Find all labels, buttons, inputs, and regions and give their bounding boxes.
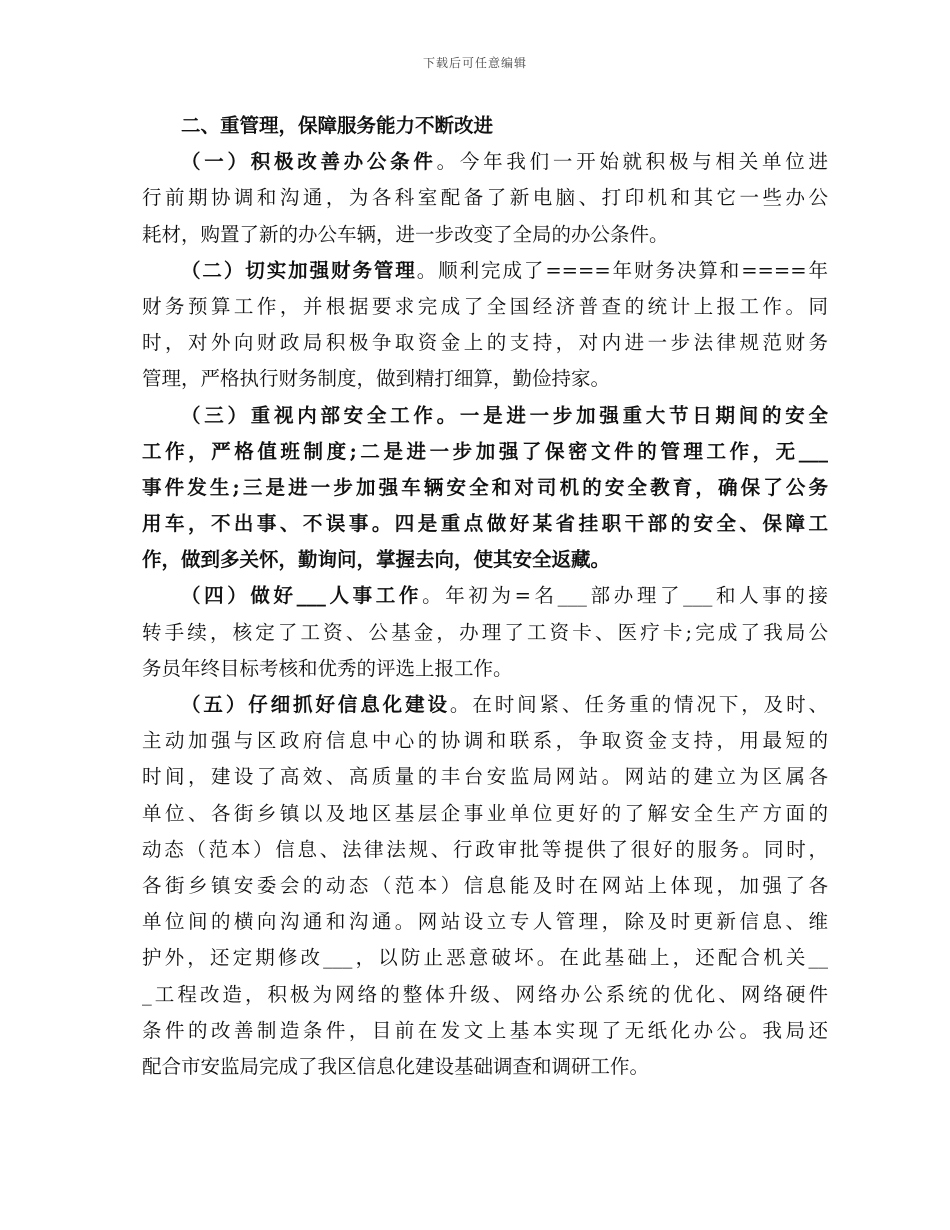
body-text: 管理，严格执行财务制度，做到精打细算，勤俭持家。: [142, 367, 611, 391]
paragraph-line: [142, 361, 828, 397]
paragraph-line: [142, 253, 828, 289]
body-text: 。在时间紧、任务重的情况下，及时、: [449, 693, 828, 716]
paragraph-line: [142, 144, 828, 180]
section-heading: 二、重管理，保障服务能力不断改进: [181, 114, 494, 137]
paragraph-line: [142, 977, 828, 1013]
paragraph-line: [142, 940, 828, 976]
body-text: 护外，还定期修改___，以防止恶意破坏。在此基础上，还配合机关__: [142, 946, 828, 970]
document-body: [142, 108, 828, 1085]
paragraph-line: [142, 289, 828, 325]
paragraph-line: [142, 398, 828, 434]
paragraph-line: [142, 217, 828, 253]
paragraph-line: [142, 470, 828, 506]
paragraph-line: [142, 687, 828, 723]
body-text: 行前期协调和沟通，为各科室配备了新电脑、打印机和其它一些办公: [142, 186, 828, 210]
paragraph-line: [142, 434, 828, 470]
body-text: 单位间的横向沟通和沟通。网站设立专人管理，除及时更新信息、维: [142, 910, 828, 934]
page-header: 下载后可任意编辑: [422, 56, 527, 70]
body-text: 动态（范本）信息、法律法规、行政审批等提供了很好的服务。同时，: [142, 837, 828, 861]
paragraph-line: [142, 832, 828, 868]
bold-text: 用车，不出事、不误事。四是重点做好某省挂职干部的安全、保障工: [142, 512, 828, 536]
paragraph-line: [142, 1049, 828, 1085]
body-text: 耗材，购置了新的办公车辆，进一步改变了全局的办公条件。: [142, 222, 669, 246]
bold-text: （五）仔细抓好信息化建设: [181, 693, 450, 716]
paragraph-line: [142, 506, 828, 542]
bold-text: 工作，严格值班制度;二是进一步加强了保密文件的管理工作，无___: [142, 439, 828, 463]
paragraph-line: [142, 868, 828, 904]
paragraph-line: [142, 325, 828, 361]
body-text: 时，对外向财政局积极争取资金上的支持，对内进一步法律规范财务: [142, 331, 828, 355]
paragraph-line: [142, 796, 828, 832]
paragraph-line: [142, 542, 828, 578]
body-text: 配合市安监局完成了我区信息化建设基础调查和调研工作。: [142, 1054, 650, 1078]
paragraph-line: [142, 615, 828, 651]
bold-text: （一）积极改善办公条件: [181, 150, 437, 174]
bold-text: （四）做好___人事工作: [181, 584, 423, 608]
body-text: 单位、各街乡镇以及地区基层企事业单位更好的了解安全生产方面的: [142, 801, 828, 825]
paragraph-line: [142, 723, 828, 759]
body-text: 时间，建设了高效、高质量的丰台安监局网站。网站的建立为区属各: [142, 765, 828, 789]
paragraph-line: [142, 651, 828, 687]
body-text: 财务预算工作，并根据要求完成了全国经济普查的统计上报工作。同: [142, 294, 828, 318]
body-text: 。年初为=名___部办理了___和人事的接: [422, 584, 828, 608]
bold-text: （二）切实加强财务管理: [181, 258, 417, 282]
body-text: _工程改造，积极为网络的整体升级、网络办公系统的优化、网络硬件: [142, 982, 828, 1006]
body-text: 条件的改善制造条件，目前在发文上基本实现了无纸化办公。我局还: [142, 1018, 828, 1042]
bold-text: （三）重视内部安全工作。一是进一步加强重大节日期间的安全: [181, 403, 828, 427]
bold-text: 作，做到多关怀，勤询问，掌握去向，使其安全返藏。: [142, 548, 611, 572]
paragraph-line: [142, 759, 828, 795]
paragraph-line: [142, 1013, 828, 1049]
body-text: 主动加强与区政府信息中心的协调和联系，争取资金支持，用最短的: [142, 729, 828, 753]
body-text: 务员年终目标考核和优秀的评选上报工作。: [142, 656, 513, 680]
paragraph-line: [142, 904, 828, 940]
body-text: 。顺利完成了====年财务决算和====年: [416, 258, 828, 282]
body-text: 。今年我们一开始就积极与相关单位进: [436, 150, 828, 174]
paragraph-line: [142, 180, 828, 216]
body-text: 转手续，核定了工资、公基金，办理了工资卡、医疗卡;完成了我局公: [142, 620, 828, 644]
bold-text: 事件发生;三是进一步加强车辆安全和对司机的安全教育，确保了公务: [142, 475, 828, 499]
body-text: 各街乡镇安委会的动态（范本）信息能及时在网站上体现，加强了各: [142, 873, 828, 897]
paragraph-line: [142, 578, 828, 614]
